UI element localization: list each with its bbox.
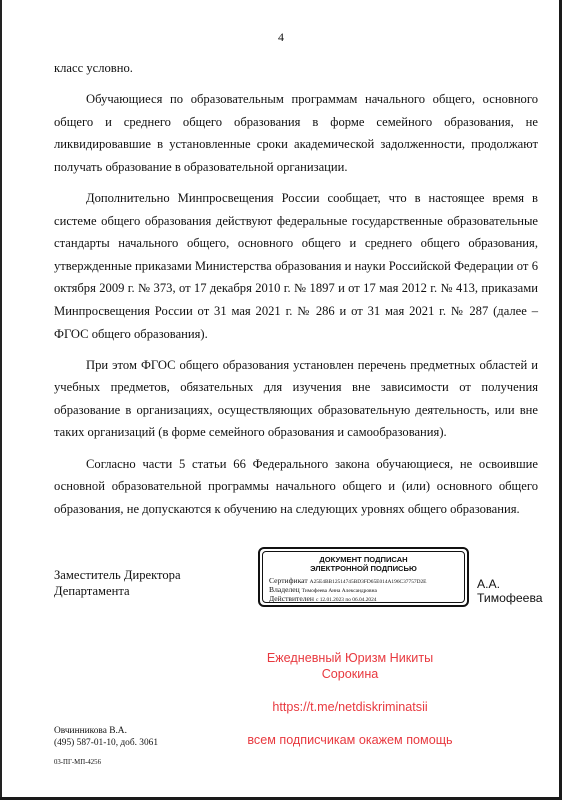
- stamp-title-line1: ДОКУМЕНТ ПОДПИСАН: [319, 555, 408, 564]
- signer-position: [54, 568, 181, 599]
- paragraph-continuation: класс условно.: [54, 61, 133, 75]
- signer-position-line1: Заместитель Директора: [54, 568, 181, 582]
- paragraph-federal-law: Согласно части 5 статьи 66 Федерального закона обучающиеся, не освоившие основной образовательной программы начального общего и (или) основного общего образования, не допускаются к обучению на следующих уровнях общего образования.: [54, 456, 538, 516]
- watermark-channel-title: [200, 651, 500, 682]
- watermark-title-line1: Ежедневный Юризм Никиты: [266, 651, 434, 665]
- certificate-label: Сертификат: [269, 576, 308, 585]
- stamp-title-line2: ЭЛЕКТРОННОЙ ПОДПИСЬЮ: [310, 564, 417, 573]
- letter-body: [54, 57, 538, 529]
- document-number: 03-ПГ-МП-4256: [54, 759, 101, 766]
- paragraph-family-education: Обучающиеся по образовательным программам начального общего, основного общего и среднего общего образования в форме семейного образования, не ликвидировавшие в установленные сроки академической задолженности, продолжают получать образование в образовательной организации.: [54, 92, 538, 174]
- signer-name: А.А. Тимофеева: [477, 577, 543, 605]
- validity-value: с 12.01.2023 по 06.04.2024: [315, 597, 377, 603]
- page-border-left: [0, 0, 2, 800]
- stamp-validity-row: [269, 594, 463, 605]
- paragraph-fgos-standards: Дополнительно Минпросвещения России сообщает, что в настоящее время в системе общего образования действуют федеральные государственные образовательные стандарты начального общего, основного общего и среднего общего образования, утвержденные приказами Министерства образования и науки Российской Федерации от 6 октября 2009 г. № 373, от 17 декабря 2010 г. № 1897 и от 17 мая 2012 г. № 413, приказами Минпросвещения России от 31 мая 2021 г. № 286 и от 31 мая 2021 г. № 287 (далее – ФГОС общего образования).: [54, 190, 538, 341]
- paragraph-subject-areas: При этом ФГОС общего образования установлен перечень предметных областей и учебных предметов, обязательных для изучения вне зависимости от получения образование в организациях, осуществляющих образовательную деятельность, или вне таких организаций (в форме семейного образования и самообразования).: [54, 357, 538, 440]
- owner-label: Владелец: [269, 585, 300, 594]
- owner-value: Тимофеева Анна Александровна: [301, 588, 377, 594]
- executor-name: Овчинникова В.А.: [54, 726, 127, 736]
- watermark-channel-link[interactable]: https://t.me/netdiskriminatsii: [272, 700, 428, 714]
- watermark-title-line2: Сорокина: [321, 666, 379, 681]
- page-number: 4: [278, 30, 284, 44]
- signer-position-line2: Департамента: [54, 583, 130, 598]
- executor-phone: (495) 587-01-10, доб. 3061: [54, 737, 159, 748]
- certificate-value: A25E4BB12514745BD3FD65E014A196C37757D2E: [309, 579, 427, 585]
- watermark-help-text: всем подписчикам окажем помощь: [247, 733, 453, 747]
- validity-label: Действителен: [269, 594, 314, 603]
- executor-info: [54, 726, 158, 750]
- electronic-signature-stamp: [258, 547, 469, 607]
